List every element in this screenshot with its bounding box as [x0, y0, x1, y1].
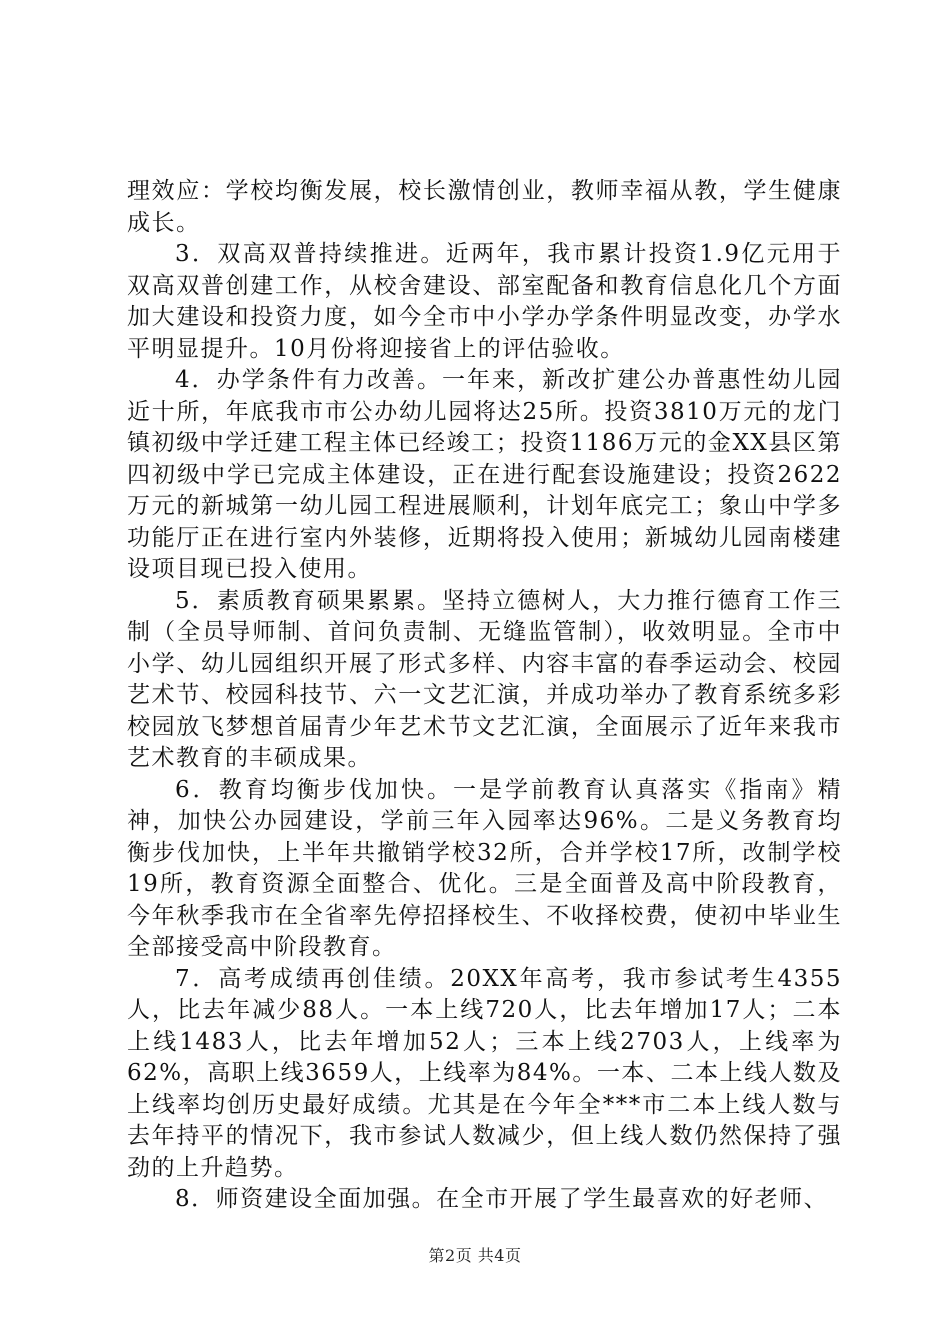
document-body	[127, 176, 842, 1216]
page-number-footer: 第2页 共4页	[428, 1246, 522, 1265]
paragraph-item-6: 6．教育均衡步伐加快。一是学前教育认真落实《指南》精神，加快公办园建设，学前三年入园率达96%。二是义务教育均衡步伐加快，上半年共撤销学校32所，合并学校17所，改制学校19所，教育资源全面整合、优化。三是全面普及高中阶段教育，今年秋季我市在全省率先停招择校生、不收择校费，使初中毕业生全部接受高中阶段教育。	[127, 776, 842, 960]
paragraph-continued: 理效应：学校均衡发展，校长激情创业，教师幸福从教，学生健康成长。	[127, 178, 842, 236]
paragraph-item-3: 3．双高双普持续推进。近两年，我市累计投资1.9亿元用于双高双普创建工作，从校舍建设、部室配备和教育信息化几个方面加大建设和投资力度，如今全市中小学办学条件明显改变，办学水平明显提升。10月份将迎接省上的评估验收。	[127, 241, 842, 362]
paragraph-item-8: 8．师资建设全面加强。在全市开展了学生最喜欢的好老师、	[175, 1186, 829, 1212]
paragraph-item-4: 4．办学条件有力改善。一年来，新改扩建公办普惠性幼儿园近十所，年底我市市公办幼儿园将达25所。投资3810万元的龙门镇初级中学迁建工程主体已经竣工；投资1186万元的金XX县区第四初级中学已完成主体建设，正在进行配套设施建设；投资2622万元的新城第一幼儿园工程进展顺利，计划年底完工；象山中学多功能厅正在进行室内外装修，近期将投入使用；新城幼儿园南楼建设项目现已投入使用。	[127, 367, 842, 582]
paragraph-item-7: 7．高考成绩再创佳绩。20XX年高考，我市参试考生4355人，比去年减少88人。一本上线720人，比去年增加17人；二本上线1483人，比去年增加52人；三本上线2703人，上线率为62%，高职上线3659人，上线率为84%。一本、二本上线人数及上线率均创历史最好成绩。尤其是在今年全***市二本上线人数与去年持平的情况下，我市参试人数减少，但上线人数仍然保持了强劲的上升趋势。	[127, 965, 842, 1181]
paragraph-item-5: 5．素质教育硕果累累。坚持立德树人，大力推行德育工作三制（全员导师制、首问负责制、无缝监管制），收效明显。全市中小学、幼儿园组织开展了形式多样、内容丰富的春季运动会、校园艺术节、校园科技节、六一文艺汇演，并成功举办了教育系统多彩校园放飞梦想首届青少年艺术节文艺汇演，全面展示了近年来我市艺术教育的丰硕成果。	[127, 587, 842, 771]
